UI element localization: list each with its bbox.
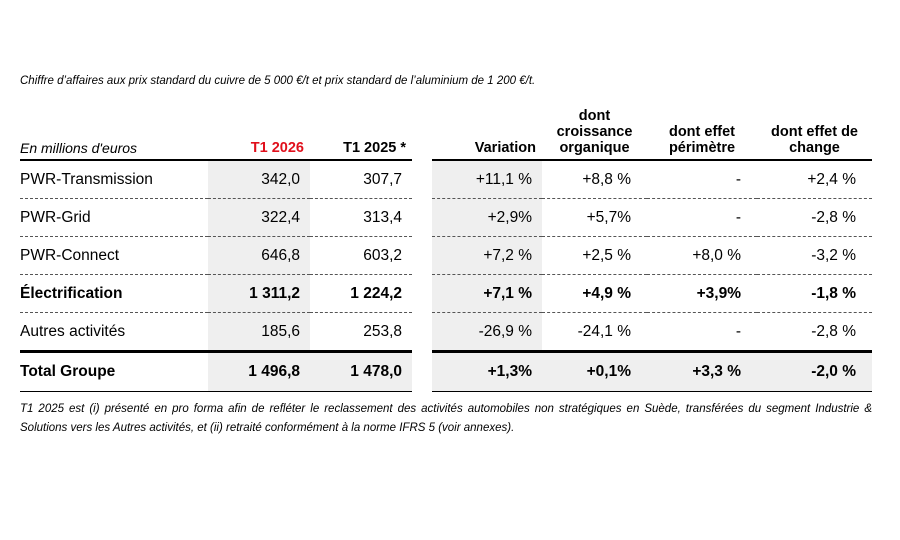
cell-prior: 253,8 <box>310 313 412 352</box>
cell-organic: +4,9 % <box>542 275 647 313</box>
cell-scope: +3,9% <box>647 275 757 313</box>
cell-fx: -2,8 % <box>757 199 872 237</box>
table-row <box>20 160 872 199</box>
col-header-current: T1 2026 <box>208 108 310 160</box>
col-header-scope: dont effet périmètre <box>647 108 757 160</box>
cell-organic: +0,1% <box>542 352 647 392</box>
cell-scope: - <box>647 160 757 199</box>
cell-organic: +8,8 % <box>542 160 647 199</box>
table-row-subtotal <box>20 275 872 313</box>
cell-variation: -26,9 % <box>432 313 542 352</box>
table-row <box>20 313 872 352</box>
unit-label: En millions d'euros <box>20 108 208 160</box>
col-header-organic: dont croissance organique <box>542 108 647 160</box>
table-row <box>20 199 872 237</box>
cell-fx: -1,8 % <box>757 275 872 313</box>
column-gap <box>412 313 432 352</box>
cell-prior: 1 224,2 <box>310 275 412 313</box>
row-label: Autres activités <box>20 313 208 352</box>
cell-variation: +7,2 % <box>432 237 542 275</box>
cell-current: 646,8 <box>208 237 310 275</box>
cell-current: 1 311,2 <box>208 275 310 313</box>
cell-scope: - <box>647 199 757 237</box>
table-row-total <box>20 352 872 392</box>
cell-organic: +5,7% <box>542 199 647 237</box>
row-label: PWR-Connect <box>20 237 208 275</box>
cell-fx: +2,4 % <box>757 160 872 199</box>
cell-variation: +1,3% <box>432 352 542 392</box>
col-header-prior: T1 2025 * <box>310 108 412 160</box>
column-gap <box>412 237 432 275</box>
cell-current: 342,0 <box>208 160 310 199</box>
col-header-variation: Variation <box>432 108 542 160</box>
cell-variation: +7,1 % <box>432 275 542 313</box>
cell-current: 1 496,8 <box>208 352 310 392</box>
table-header-row <box>20 108 872 160</box>
cell-fx: -2,8 % <box>757 313 872 352</box>
cell-fx: -3,2 % <box>757 237 872 275</box>
column-gap <box>412 160 432 199</box>
cell-variation: +11,1 % <box>432 160 542 199</box>
cell-fx: -2,0 % <box>757 352 872 392</box>
cell-scope: - <box>647 313 757 352</box>
column-gap <box>412 108 432 160</box>
cell-prior: 603,2 <box>310 237 412 275</box>
revenue-table <box>20 108 872 392</box>
cell-prior: 307,7 <box>310 160 412 199</box>
row-label: PWR-Grid <box>20 199 208 237</box>
intro-note: Chiffre d’affaires aux prix standard du cuivre de 5 000 €/t et prix standard de l’aluminium de 1 200 €/t. <box>20 75 536 87</box>
cell-variation: +2,9% <box>432 199 542 237</box>
table-row <box>20 237 872 275</box>
cell-current: 322,4 <box>208 199 310 237</box>
col-header-fx: dont effet de change <box>757 108 872 160</box>
cell-organic: -24,1 % <box>542 313 647 352</box>
footnote: T1 2025 est (i) présenté en pro forma afin de refléter le reclassement des activités automobiles non stratégiques en Suède, transférées du segment Industrie & Solutions vers les Autres activités, et (ii) retraité conformément à la norme IFRS 5 (voir annexes). <box>20 403 872 434</box>
cell-organic: +2,5 % <box>542 237 647 275</box>
cell-current: 185,6 <box>208 313 310 352</box>
row-label: Total Groupe <box>20 352 208 392</box>
cell-scope: +8,0 % <box>647 237 757 275</box>
cell-prior: 1 478,0 <box>310 352 412 392</box>
column-gap <box>412 199 432 237</box>
column-gap <box>412 275 432 313</box>
cell-prior: 313,4 <box>310 199 412 237</box>
cell-scope: +3,3 % <box>647 352 757 392</box>
row-label: Électrification <box>20 275 208 313</box>
row-label: PWR-Transmission <box>20 160 208 199</box>
column-gap <box>412 352 432 392</box>
